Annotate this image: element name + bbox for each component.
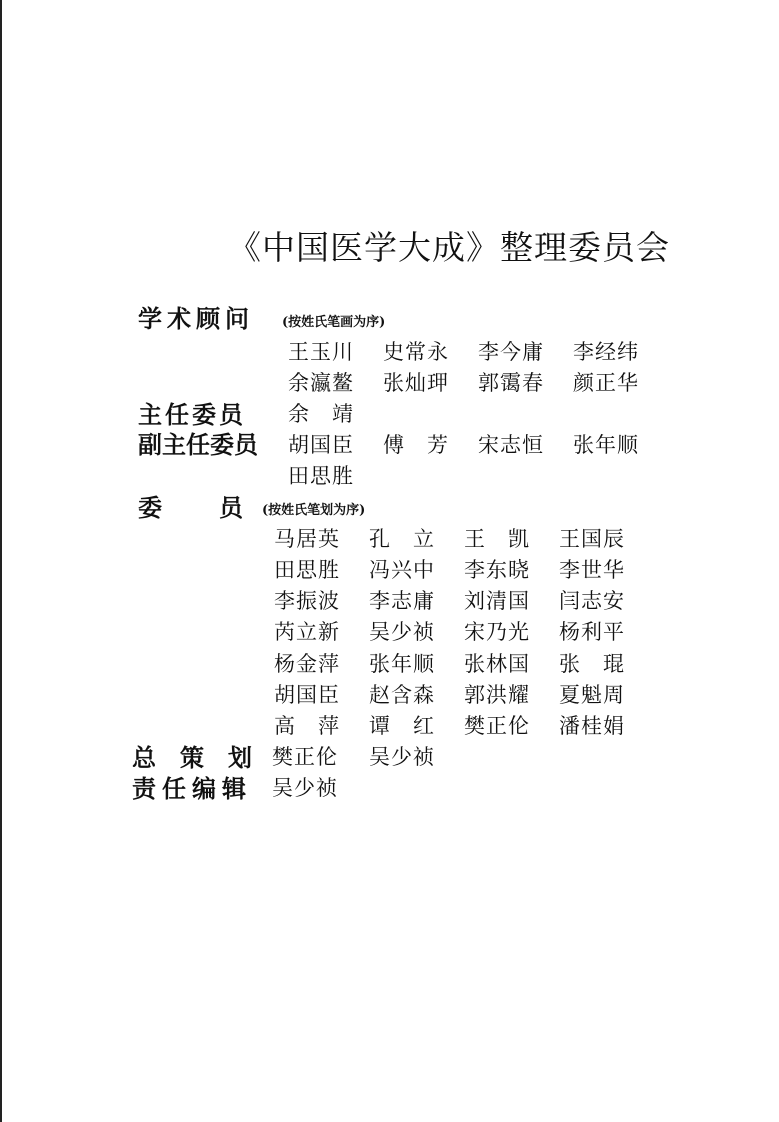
- name: 胡国臣: [274, 683, 340, 707]
- name: 颜正华: [573, 371, 639, 395]
- name: 李东晓: [464, 558, 530, 582]
- name: 张 琨: [559, 652, 625, 676]
- section-label-deputy: 副主任委员: [138, 431, 258, 459]
- name: 王国辰: [559, 527, 625, 551]
- name: 马居英: [274, 527, 340, 551]
- name: 余 靖: [288, 402, 354, 426]
- name: 张林国: [464, 652, 530, 676]
- name: 宋志恒: [478, 433, 544, 457]
- section-label-director: 主任委员: [138, 401, 246, 429]
- name: 吴少祯: [369, 745, 435, 769]
- name: 闫志安: [559, 589, 625, 613]
- name: 余瀛鳌: [288, 371, 354, 395]
- name: 张年顺: [369, 652, 435, 676]
- name: 杨利平: [559, 620, 625, 644]
- name: 潘桂娟: [559, 714, 625, 738]
- name: 杨金萍: [274, 652, 340, 676]
- name: 胡国臣: [288, 433, 354, 457]
- name: 樊正伦: [272, 745, 338, 769]
- name: 赵含森: [369, 683, 435, 707]
- name: 李振波: [274, 589, 340, 613]
- name: 田思胜: [288, 464, 354, 488]
- name: 宋乃光: [464, 620, 530, 644]
- name: 田思胜: [274, 558, 340, 582]
- name: 史常永: [383, 340, 449, 364]
- name: 吴少祯: [369, 620, 435, 644]
- name: 孔 立: [369, 527, 435, 551]
- name: 张灿玾: [383, 371, 449, 395]
- name: 王玉川: [288, 340, 354, 364]
- section-label-planner: 总 策 划: [132, 744, 252, 772]
- name: 李今庸: [478, 340, 544, 364]
- name: 高 萍: [274, 714, 340, 738]
- section-note-advisors: (按姓氏笔画为序): [282, 315, 386, 330]
- name: 傅 芳: [383, 433, 449, 457]
- name: 郭霭春: [478, 371, 544, 395]
- section-label-editor: 责任编辑: [132, 775, 252, 803]
- name: 郭洪耀: [464, 683, 530, 707]
- name: 夏魁周: [559, 683, 625, 707]
- name: 李世华: [559, 558, 625, 582]
- page-title: 《中国医学大成》整理委员会: [228, 228, 670, 267]
- name: 冯兴中: [369, 558, 435, 582]
- name: 樊正伦: [464, 714, 530, 738]
- section-label-members: 委 员: [138, 494, 246, 522]
- name: 李经纬: [573, 340, 639, 364]
- name: 刘清国: [464, 589, 530, 613]
- name: 李志庸: [369, 589, 435, 613]
- name: 芮立新: [274, 620, 340, 644]
- name: 吴少祯: [272, 776, 338, 800]
- name: 张年顺: [573, 433, 639, 457]
- section-label-advisors: 学术顾问: [138, 305, 254, 333]
- page-edge-line: [0, 0, 2, 1122]
- name: 谭 红: [369, 714, 435, 738]
- section-note-members: (按姓氏笔划为序): [262, 503, 366, 518]
- name: 王 凯: [464, 527, 530, 551]
